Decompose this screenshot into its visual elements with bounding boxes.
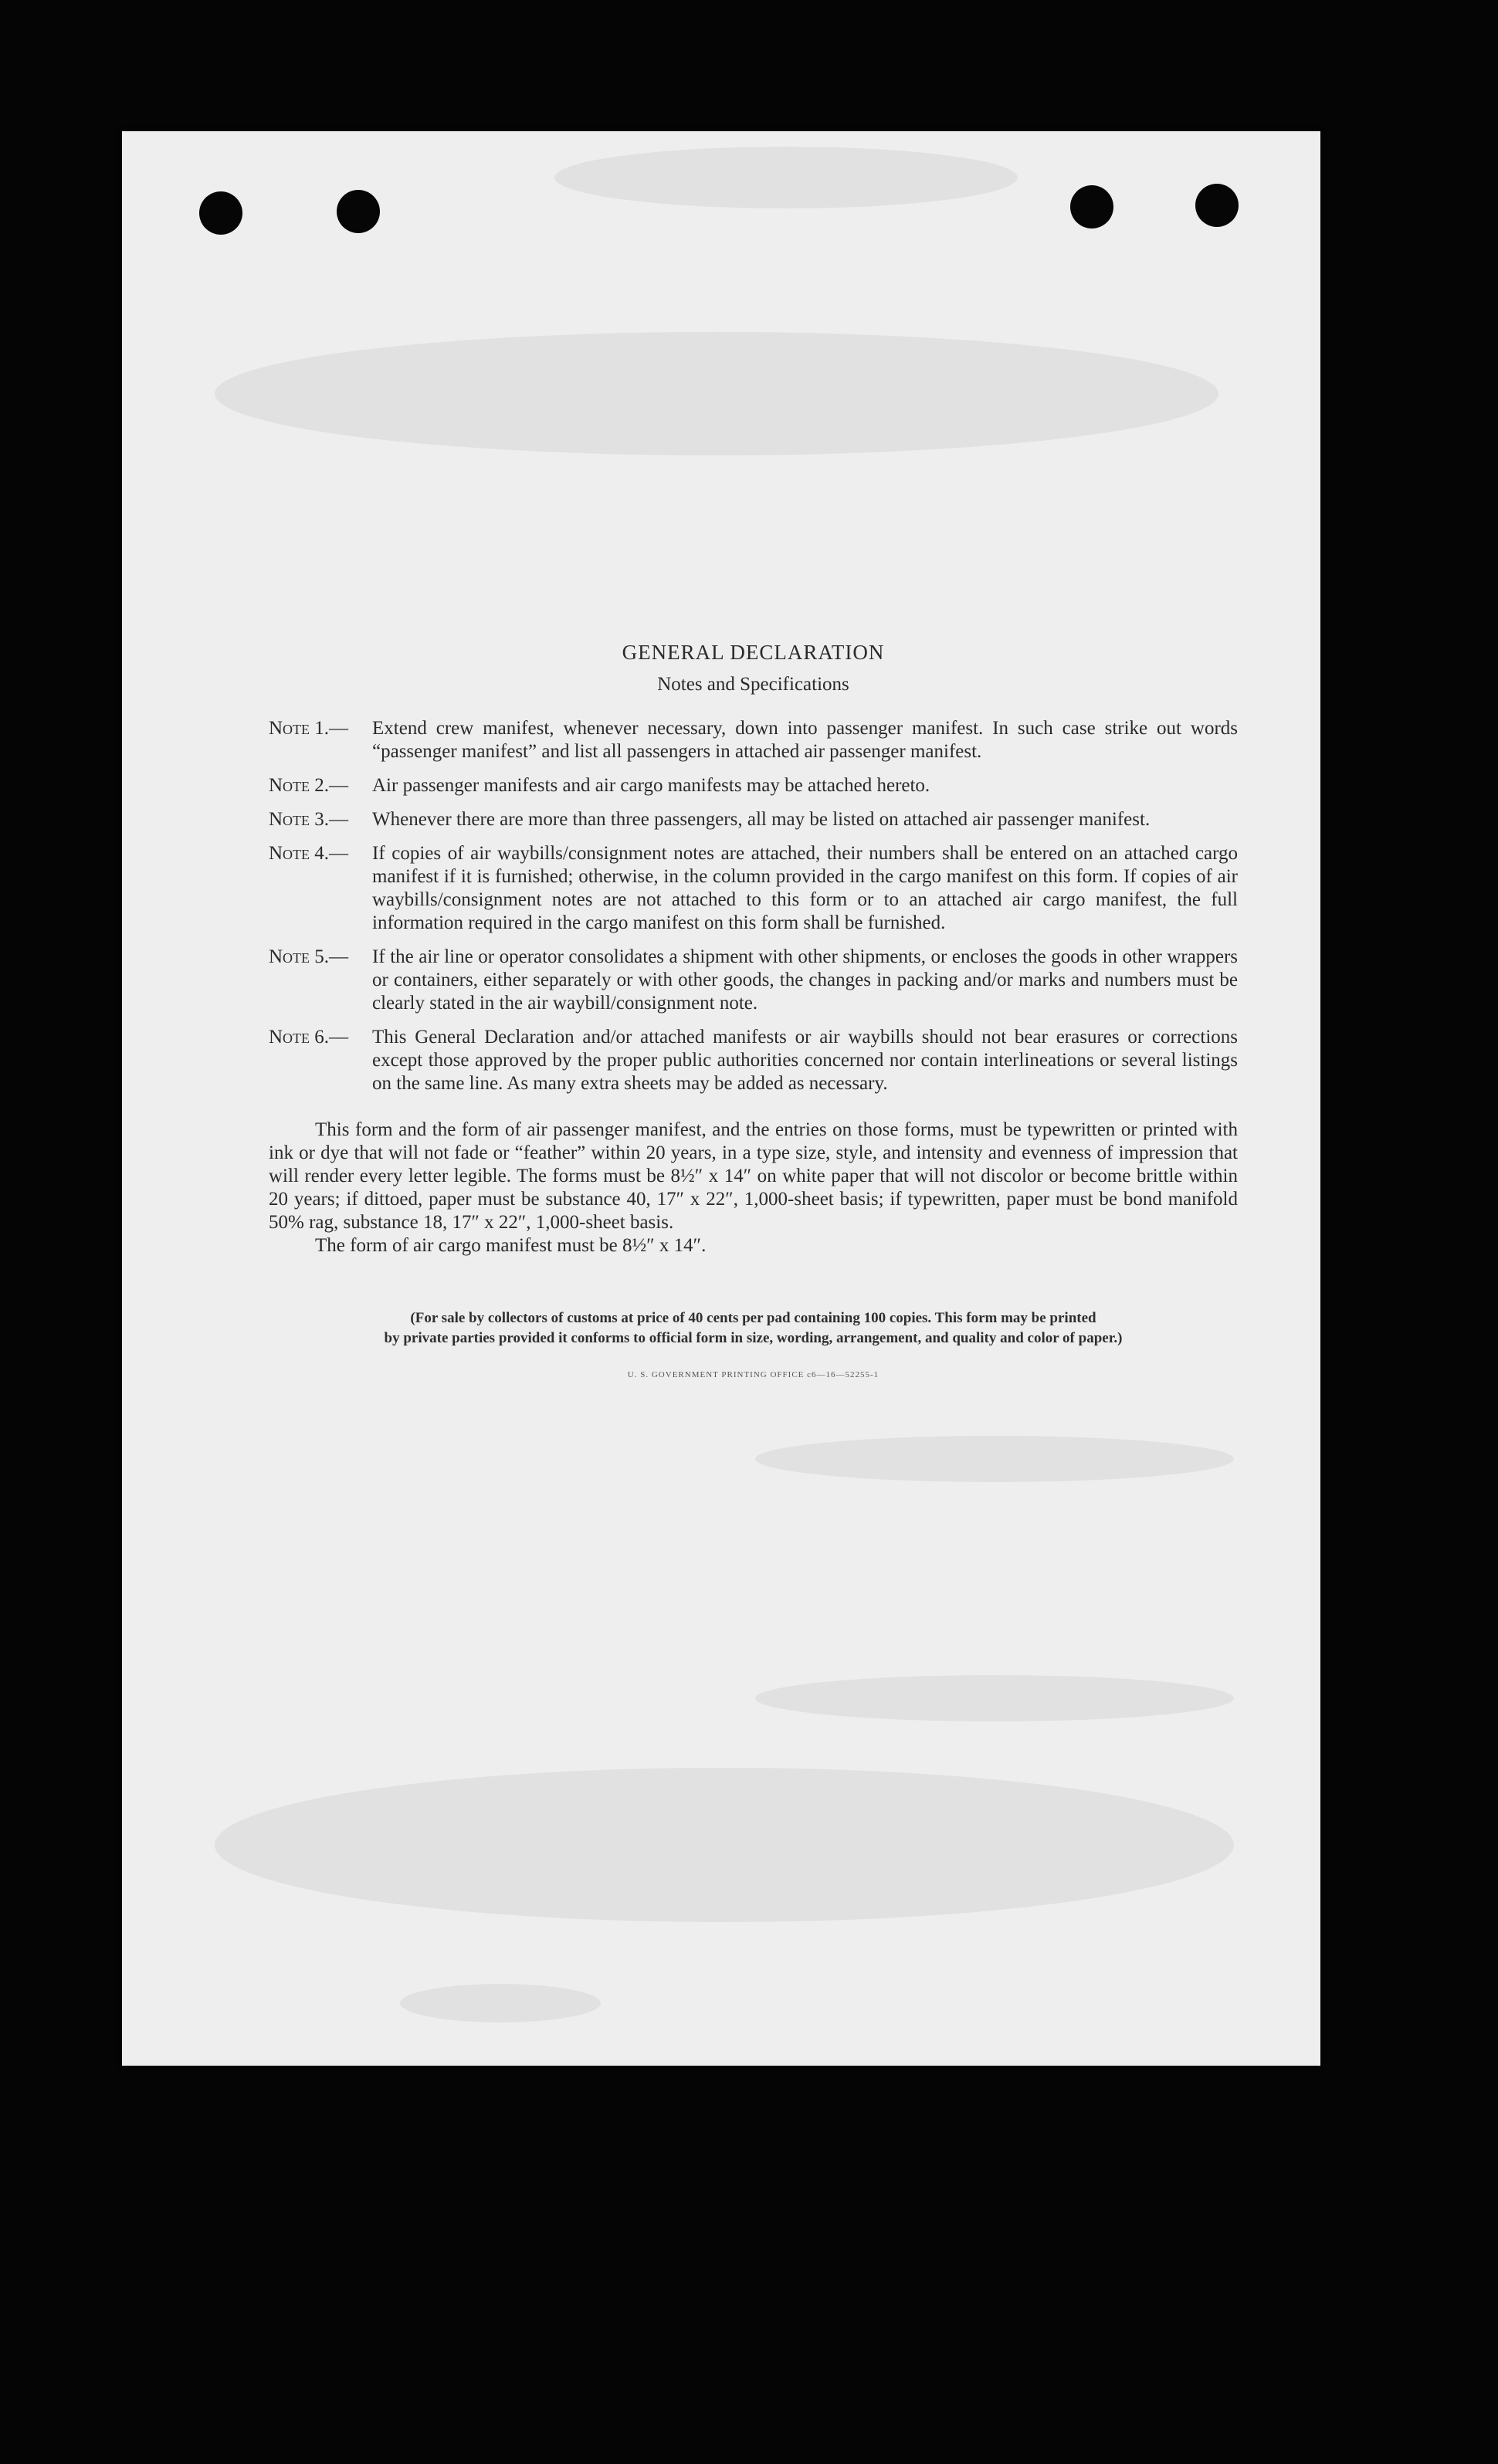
document-subtitle: Notes and Specifications xyxy=(657,674,849,695)
note-label: Note 3.— xyxy=(269,809,349,830)
note-text: Whenever there are more than three passengers, all may be listed on attached air passenger manifest. xyxy=(372,809,1151,830)
cargo-format-paragraph: The form of air cargo manifest must be 8½″ x 14″. xyxy=(315,1235,707,1256)
note-label: Note 2.— xyxy=(269,775,349,796)
bleed-through-shading xyxy=(755,1675,1234,1721)
note-2 xyxy=(269,774,1238,797)
note-text: This General Declaration and/or attached manifests or air waybills should not bear erasures or corrections except those approved by the proper public authorities concerned nor contain interlineations or several listings on the same line. As many extra sheets may be added as necessary. xyxy=(372,1027,1238,1094)
note-text: If the air line or operator consolidates a shipment with other shipments, or encloses the goods in other wrappers or containers, either separately or with other goods, the changes in packing and/or marks and numbers must be clearly stated in the air waybill/consignment note. xyxy=(372,946,1238,1014)
note-label: Note 6.— xyxy=(269,1027,349,1048)
punch-hole-left-2 xyxy=(337,190,380,233)
bleed-through-shading xyxy=(755,1436,1234,1482)
sale-notice xyxy=(269,1308,1238,1349)
note-3 xyxy=(269,808,1238,831)
note-text: If copies of air waybills/consignment notes are attached, their numbers shall be entered on an attached cargo manifest if it is furnished; otherwise, in the column provided in the cargo manifest on this form. If copies of air waybills/consignment notes are not attached to this form or to an attached air cargo manifest, the full information required in the cargo manifest on this form shall be furnished. xyxy=(372,843,1238,933)
bleed-through-shading xyxy=(215,1768,1234,1922)
document-page xyxy=(122,131,1320,2066)
note-label: Note 5.— xyxy=(269,946,349,967)
bleed-through-shading xyxy=(400,1984,601,2022)
format-paragraph: This form and the form of air passenger manifest, and the entries on those forms, must be typewritten or printed with ink or dye that will not fade or “feather” within 20 years, in a type size, style, and intensity and evenness of impression that will render every letter legible. The forms must be 8½″ x 14″ on white paper that will not discolor or become brittle within 20 years; if dittoed, paper must be substance 40, 17″ x 22″, 1,000-sheet basis; if typewritten, paper must be bond manifold 50% rag, substance 18, 17″ x 22″, 1,000-sheet basis. xyxy=(269,1119,1238,1233)
bleed-through-shading xyxy=(554,147,1018,208)
note-text: Extend crew manifest, whenever necessary, down into passenger manifest. In such case strike out words “passenger manifest” and list all passengers in attached air passenger manifest. xyxy=(372,718,1238,762)
sale-notice-line-2: by private parties provided it conforms to official form in size, wording, arrangement, and quality and color of paper.) xyxy=(384,1330,1123,1346)
sale-notice-line-1: (For sale by collectors of customs at price of 40 cents per pad containing 100 copies. This form may be printed xyxy=(410,1310,1096,1326)
document-title: GENERAL DECLARATION xyxy=(622,641,885,664)
note-label: Note 4.— xyxy=(269,843,349,864)
punch-hole-right-1 xyxy=(1070,185,1113,228)
printing-office-imprint: U. S. GOVERNMENT PRINTING OFFICE c6—16—52255-1 xyxy=(627,1370,879,1379)
note-label: Note 1.— xyxy=(269,718,349,739)
note-6 xyxy=(269,1026,1238,1095)
note-4 xyxy=(269,842,1238,935)
notes-content xyxy=(269,641,1238,1379)
note-1 xyxy=(269,717,1238,763)
punch-hole-left-1 xyxy=(199,191,242,235)
punch-hole-right-2 xyxy=(1195,184,1239,227)
note-5 xyxy=(269,946,1238,1015)
bleed-through-shading xyxy=(215,332,1218,455)
note-text: Air passenger manifests and air cargo manifests may be attached hereto. xyxy=(372,775,930,796)
